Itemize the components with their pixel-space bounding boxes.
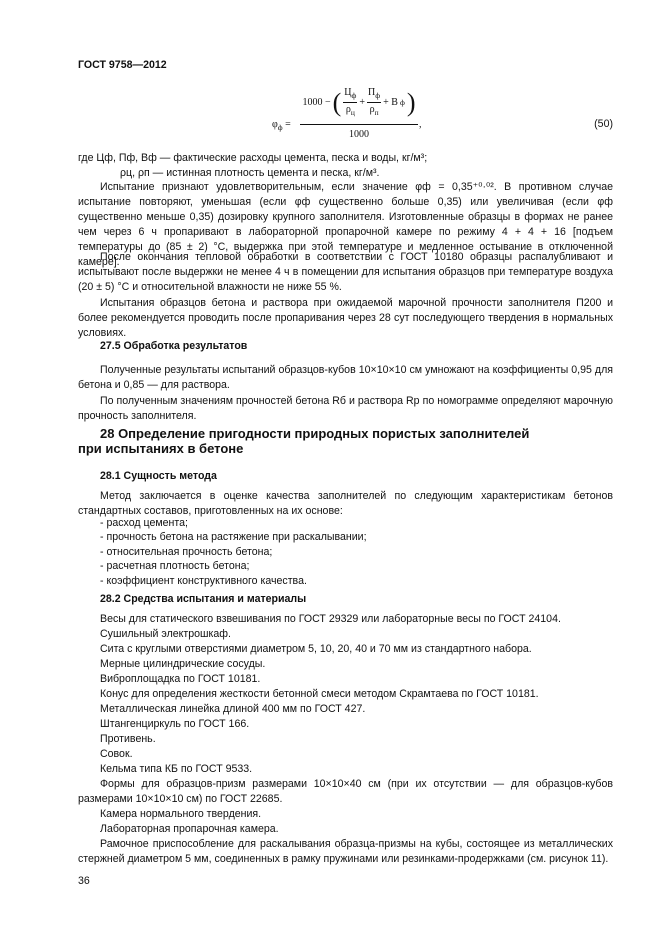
list-item: Штангенциркуль по ГОСТ 166.	[100, 718, 250, 730]
list-item: - коэффициент конструктивного качества.	[100, 574, 307, 587]
where-line-2: ρц, ρп — истинная плотность цемента и песка, кг/м³.	[120, 167, 380, 179]
paragraph: После окончания тепловой обработки в соответствии с ГОСТ 10180 образцы распалубливают и испытывают после выдержки не менее 4 ч в помещении для испытания образцов при температуре воздуха (20 ± 5) °С и относительной влажности не ниже 55 %.	[78, 251, 613, 293]
list-item: Мерные цилиндрические сосуды.	[100, 658, 266, 670]
paragraph: По полученным значениям прочностей бетона Rб и раствора Rр по номограмме определяют марочную прочность заполнителя.	[78, 395, 613, 422]
section-heading-28-1: 28.1 Сущность метода	[100, 470, 217, 482]
formula-lhs: φ	[272, 119, 278, 130]
list-item: - расчетная плотность бетона;	[100, 560, 250, 573]
list-item: - прочность бетона на растяжение при раскалывании;	[100, 531, 367, 544]
list-item: Сита с круглыми отверстиями диаметром 5, 10, 20, 40 и 70 мм из стандартного набора.	[100, 643, 532, 655]
section-heading-28-2: 28.2 Средства испытания и материалы	[100, 593, 307, 605]
document-header: ГОСТ 9758—2012	[78, 59, 167, 71]
paragraph: Метод заключается в оценке качества заполнителей по следующим характеристикам бетонов стандартных составов, приготовленных на их основе:	[78, 490, 613, 517]
paragraph: Испытание признают удовлетворительным, если значение φф = 0,35⁺⁰·⁰². В противном случае испытание повторяют, уменьшая (если φф существенно больше 0,35) или увеличивая (если φф существенно меньше 0,35) дозировку крупного заполнителя. Изготовленные образцы в формах не ранее чем через 6 ч пропаривают в лабораторной пропарочной камере по режиму 4 + 4 + 16 [подъем температуры до (85 ± 2) °С, выдержка при этой температуре и медленное остывание в отключенной камере].	[78, 181, 613, 268]
where-line-1: где Цф, Пф, Вф — фактические расходы цемента, песка и воды, кг/м³;	[78, 152, 428, 164]
section-heading-27-5: 27.5 Обработка результатов	[100, 340, 248, 352]
list-item: Совок.	[100, 748, 133, 760]
list-item: Весы для статического взвешивания по ГОСТ 29329 или лабораторные весы по ГОСТ 24104.	[100, 613, 561, 625]
equation-number: (50)	[594, 118, 613, 130]
list-item: Рамочное приспособление для раскалывания образца-призмы на кубы, состоящее из металлических стержней диаметром 5 мм, соединенных в рамку пружинами или резинками-продержками (см. рисунок 11).	[78, 838, 613, 865]
list-item: Лабораторная пропарочная камера.	[100, 823, 279, 835]
list-item: Конус для определения жесткости бетонной смеси методом Скрамтаева по ГОСТ 10181.	[100, 688, 539, 700]
list-item: Виброплощадка по ГОСТ 10181.	[100, 673, 261, 685]
section-heading-28: 28 Определение пригодности природных пористых заполнителей при испытаниях в бетоне	[78, 426, 530, 456]
list-item: Металлическая линейка длиной 400 мм по ГОСТ 427.	[100, 703, 366, 715]
document-page: ГОСТ 9758—2012 $\varphi_ф$ = 1000 − ( $\frac{Ц_ф}{\rho_ц}$ + $\frac{П_ф}{\rho_п}$ + B ф ) , 1000 (50) где Цф, Пф, Вф — фактические расходы цемента, песка и воды, кг/м³; ρц, ρп — истинная плотность цемента и песка, кг/м³. Испытание признают удовлетворительным, если значение φф = 0,35⁺⁰·⁰². В противном случае испытание повторяют, уменьшая (если φф существенно больше 0,35) или увеличивая (если φф существенно меньше 0,35) дозировку крупного заполнителя. Изготовленные образцы в формах не ранее чем через 6 ч пропаривают в лабораторной пропарочной камере по режиму 4 + 4 + 16 [подъем температуры до (85 ± 2) °С, выдержка при этой температуре и медленное остывание в отключенной камере]. После окончания тепловой обработки в соответствии с ГОСТ 10180 образцы распалубливают и испытывают после выдержки не менее 4 ч в помещении для испытания образцов при температуре воздуха (20 ± 5) °С и относительной влажности не ниже 55 %. Испытания образцов бетона и раствора при ожидаемой марочной прочности заполнителя П200 и более рекомендуется проводить после пропаривания через 28 сут последующего твердения в нормальных условиях. 27.5 Обработка результатов Полученные результаты испытаний образцов-кубов 10×10×10 см умножают на коэффициенты 0,95 для бетона и 0,85 — для раствора. По полученным значениям прочностей бетона Rб и раствора Rр по номограмме определяют марочную прочность заполнителя. 28 Определение пригодности природных пористых заполнителей при испытаниях в бетоне 28.1 Сущность метода Метод заключается в оценке качества заполнителей по следующим характеристикам бетонов стандартных составов, приготовленных на их основе: - расход цемента; - прочность бетона на растяжение при раскалывании; - относительная прочность бетона; - расчетная плотность бетона; - коэффициент конструктивного качества. 28.2 Средства испытания и материалы Весы для статического взвешивания по ГОСТ 29329 или лабораторные весы по ГОСТ 24104. Сушильный электрошкаф. Сита с круглыми отверстиями диаметром 5, 10, 20, 40 и 70 мм из стандартного набора. Мерные цилиндрические сосуды. Виброплощадка по ГОСТ 10181. Конус для определения жесткости бетонной смеси методом Скрамтаева по ГОСТ 10181. Металлическая линейка длиной 400 мм по ГОСТ 427. Штангенциркуль по ГОСТ 166. Противень. Совок. Кельма типа КБ по ГОСТ 9533. Формы для образцов-призм размерами 10×10×40 см (при их отсутствии — для образцов-кубов размерами 10×10×10 см) по ГОСТ 22685. Камера нормального твердения. Лабораторная пропарочная камера. Рамочное приспособление для раскалывания образца-призмы на кубы, состоящее из металлических стержней диаметром 5 мм, соединенных в рамку пружинами или резинками-продержками (см. рисунок 11). 36	[0, 0, 661, 935]
list-item: Противень.	[100, 733, 156, 745]
list-item: - относительная прочность бетона;	[100, 545, 273, 558]
list-item: Формы для образцов-призм размерами 10×10×40 см (при их отсутствии — для образцов-кубов размерами 10×10×10 см) по ГОСТ 22685.	[78, 778, 613, 805]
page-number: 36	[78, 875, 90, 887]
criteria-list	[100, 516, 600, 588]
paragraph: Полученные результаты испытаний образцов-кубов 10×10×10 см умножают на коэффициенты 0,95 для бетона и 0,85 — для раствора.	[78, 364, 613, 391]
list-item: Кельма типа КБ по ГОСТ 9533.	[100, 763, 253, 775]
list-item: - расход цемента;	[100, 517, 188, 529]
equipment-list	[78, 612, 613, 867]
list-item: Камера нормального твердения.	[100, 808, 262, 820]
paragraph: Испытания образцов бетона и раствора при ожидаемой марочной прочности заполнителя П200 и более рекомендуется проводить после пропаривания через 28 сут последующего твердения в нормальных условиях.	[78, 297, 613, 339]
list-item: Сушильный электрошкаф.	[100, 628, 231, 640]
